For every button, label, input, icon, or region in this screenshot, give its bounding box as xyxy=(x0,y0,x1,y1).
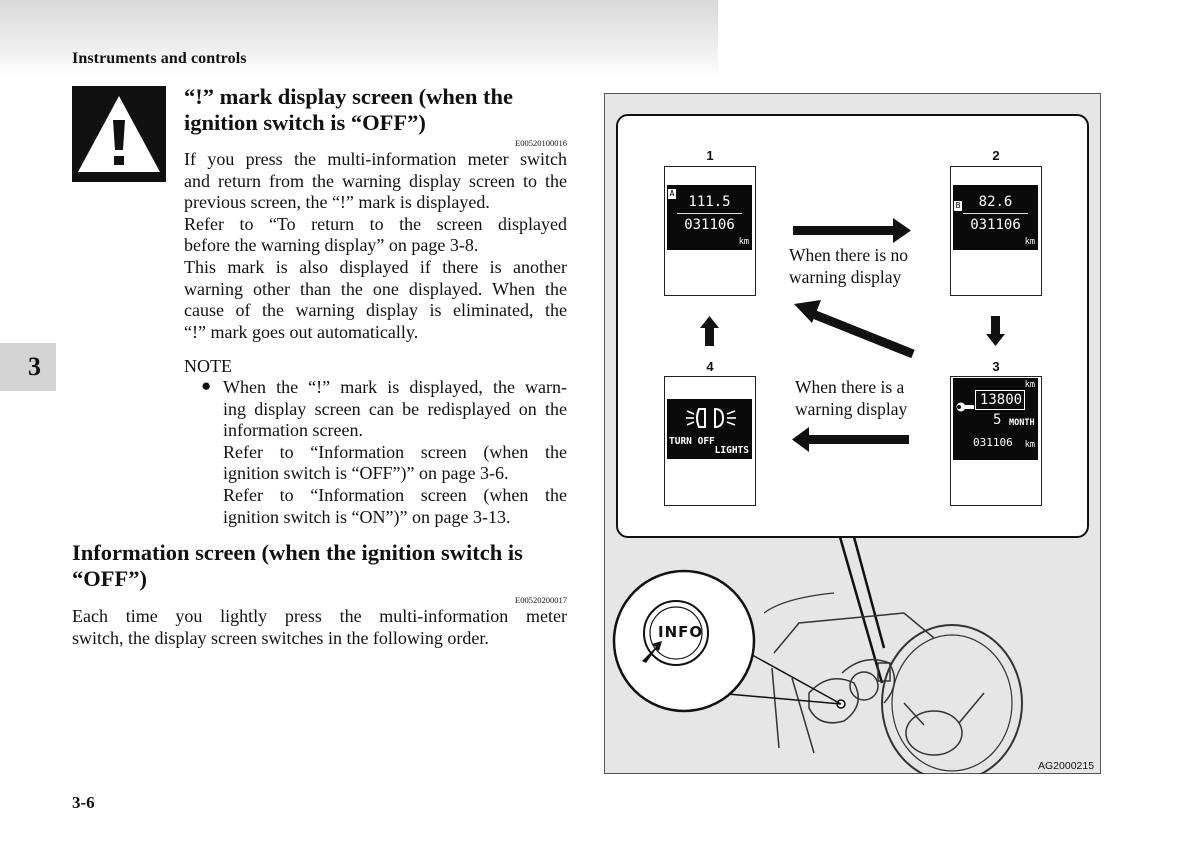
caption-warning: When there is a xyxy=(795,377,905,397)
info-button-label: INFO xyxy=(658,623,704,641)
note-line: ing display screen can be redisplayed on the xyxy=(223,399,567,419)
screen-number: 1 xyxy=(706,148,714,163)
screen-number: 2 xyxy=(992,148,1000,163)
info-section-title-1: Information screen (when the ignition switch is xyxy=(72,540,523,565)
lcd-turn-off: TURN OFF xyxy=(669,436,715,447)
screen-number: 4 xyxy=(706,359,714,374)
excl-para-line: If you press the multi-information meter switch xyxy=(184,149,567,169)
excl-section-title-2: ignition switch is “OFF”) xyxy=(184,110,426,135)
lcd-month-unit: MONTH xyxy=(1009,418,1035,428)
lcd-unit: km xyxy=(1024,380,1035,390)
chapter-number: 3 xyxy=(28,352,41,381)
note-line: When the “!” mark is displayed, the warn- xyxy=(223,377,567,397)
excl-para-line: warning other than the one displayed. When the xyxy=(184,279,567,299)
excl-para-line: This mark is also displayed if there is another xyxy=(184,257,567,277)
info-para-line: Each time you lightly press the multi-information meter xyxy=(72,606,567,626)
lcd-service-distance: 13800 xyxy=(979,392,1023,408)
note-line: information screen. xyxy=(223,420,363,440)
trip-badge: B xyxy=(955,201,961,210)
lcd-trip-value: 82.6 xyxy=(978,194,1013,210)
excl-para-line: “!” mark goes out automatically. xyxy=(184,322,419,342)
note-line: ignition switch is “OFF”)” on page 3-6. xyxy=(223,463,509,483)
info-section-title-2: “OFF”) xyxy=(72,566,147,591)
lcd-unit: km xyxy=(1024,237,1035,247)
excl-para-line: and return from the warning display screen to the xyxy=(184,171,567,191)
note-line: Refer to “Information screen (when the xyxy=(223,442,567,462)
lcd-lights: LIGHTS xyxy=(714,445,749,456)
note-label: NOTE xyxy=(184,356,232,376)
info-section-code: E00520200017 xyxy=(515,595,567,605)
excl-para-line: Refer to “To return to the screen displayed xyxy=(184,214,567,234)
caption-warning: warning display xyxy=(795,399,908,419)
caption-no-warning: warning display xyxy=(789,267,902,287)
lcd-odometer: 031106 xyxy=(970,217,1021,233)
note-line: ignition switch is “ON”)” on page 3-13. xyxy=(223,507,511,527)
lcd-odometer: 031106 xyxy=(973,436,1013,449)
screen-number: 3 xyxy=(992,359,1000,374)
section-title: Instruments and controls xyxy=(72,50,247,67)
excl-para-line: cause of the warning display is eliminated, the xyxy=(184,300,567,320)
caption-no-warning: When there is no xyxy=(789,245,909,265)
excl-section-code: E00520100016 xyxy=(515,138,567,148)
excl-para-line: before the warning display” on page 3-8. xyxy=(184,235,479,255)
note-line: Refer to “Information screen (when the xyxy=(223,485,567,505)
info-para-line: switch, the display screen switches in the following order. xyxy=(72,628,489,648)
figure-id: AG2000215 xyxy=(1038,760,1095,772)
warning-triangle-icon xyxy=(72,86,166,182)
trip-badge: A xyxy=(669,189,675,198)
excl-para-line: previous screen, the “!” mark is displayed. xyxy=(184,192,490,212)
lcd-unit: km xyxy=(1024,440,1035,450)
lcd-trip-value: 111.5 xyxy=(688,194,731,210)
note-bullet: ● xyxy=(201,376,212,395)
lcd-odometer: 031106 xyxy=(684,217,735,233)
flow-arrows xyxy=(616,114,1089,538)
excl-section-title-1: “!” mark display screen (when the xyxy=(184,84,513,109)
lcd-service-months: 5 xyxy=(993,412,1002,428)
lcd-unit: km xyxy=(738,237,749,247)
page-number: 3-6 xyxy=(72,793,95,812)
